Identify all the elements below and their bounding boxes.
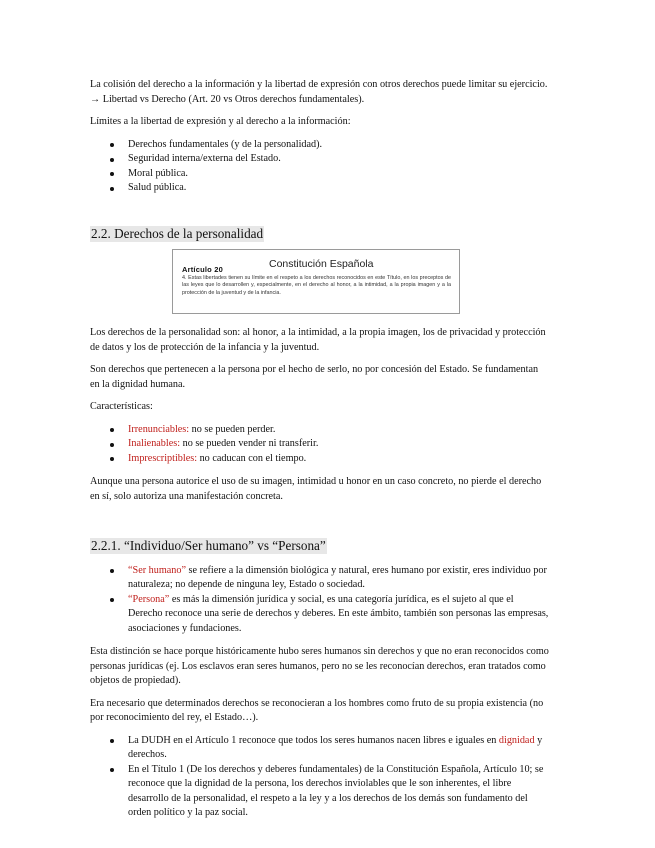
characteristic-term: Irrenunciables: bbox=[128, 423, 190, 435]
list-item: Inalienables: no se pueden vender ni transferir. bbox=[128, 437, 550, 452]
section-heading-2-2-1: 2.2.1. “Individuo/Ser humano” vs “Persona” bbox=[91, 538, 326, 553]
list-item: La DUDH en el Artículo 1 reconoce que todos los seres humanos nacen libres e iguales en dignidad y derechos. bbox=[128, 734, 550, 763]
limits-list bbox=[90, 138, 550, 196]
human-vs-person-list bbox=[90, 564, 550, 637]
personality-rights-paragraph: Los derechos de la personalidad son: al honor, a la intimidad, a la propia imagen, los de privacidad y protección de datos y los de protección de la infancia y la juventud. bbox=[90, 327, 546, 353]
characteristics-label: Características: bbox=[90, 401, 153, 412]
limits-intro: Límites a la libertad de expresión y al derecho a la información: bbox=[90, 116, 351, 127]
section-heading-2-2: 2.2. Derechos de la personalidad bbox=[91, 225, 264, 241]
definition-term: “Persona” bbox=[128, 593, 170, 605]
constitution-title: Constitución Española bbox=[269, 258, 374, 270]
list-item: Seguridad interna/externa del Estado. bbox=[128, 152, 550, 167]
document-content bbox=[90, 78, 550, 830]
distinction-paragraph: Esta distinción se hace porque históricamente hubo seres humanos sin derechos y que no eran reconocidos como personas jurídicas (ej. Los esclavos eran seres humanos, pero no se les reconocían derechos, eran tratados como objetos de propiedad). bbox=[90, 646, 549, 686]
article-label: Artículo 20 bbox=[182, 265, 223, 274]
definition-term: “Ser humano” bbox=[128, 564, 186, 576]
list-item: Irrenunciables: no se pueden perder. bbox=[128, 423, 550, 438]
list-item: “Ser humano” se refiere a la dimensión biológica y natural, eres humano por existir, eres individuo por naturaleza; no depende de ninguna ley, Estado o sociedad. bbox=[128, 564, 550, 593]
list-item: “Persona” es más la dimensión jurídica y social, es una categoría jurídica, es el sujeto al que el Derecho reconoce una serie de derechos y deberes. En este ámbito, también son personas las empresas, asociaciones y fundaciones. bbox=[128, 593, 550, 637]
constitution-excerpt bbox=[172, 249, 460, 314]
characteristics-list bbox=[90, 423, 550, 467]
legal-sources-list bbox=[90, 734, 550, 821]
recognition-paragraph: Era necesario que determinados derechos se reconocieran a los hombres como fruto de su propia existencia (no por reconocimiento del rey, el Estado…). bbox=[90, 697, 544, 723]
article-text: 4. Estas libertades tienen su límite en el respeto a los derechos reconocidos en este Título, en los preceptos de las leyes que lo desarrollen y, especialmente, en el derecho al honor, a la intimidad, a la propia imagen y a la protección de la juventud y de la infancia. bbox=[182, 275, 451, 296]
dignity-term: dignidad bbox=[498, 734, 535, 746]
list-item: Derechos fundamentales (y de la personalidad). bbox=[128, 138, 550, 153]
list-item: En el Título 1 (De los derechos y deberes fundamentales) de la Constitución Española, Artículo 10; se reconoce que la dignidad de la persona, los derechos inviolables que le son inherentes, el libre desarrollo de la personalidad, el respeto a la ley y a los derechos de los demás son fundamento del orden político y la paz social. bbox=[128, 763, 550, 821]
characteristic-term: Imprescriptibles: bbox=[128, 452, 198, 464]
characteristic-term: Inalienables: bbox=[128, 438, 181, 449]
rights-origin-paragraph: Son derechos que pertenecen a la persona por el hecho de serlo, no por concesión del Estado. Se fundamentan en la dignidad humana. bbox=[90, 364, 539, 390]
intro-paragraph: La colisión del derecho a la información y la libertad de expresión con otros derechos puede limitar su ejercicio. → Libertad vs Derecho (Art. 20 vs Otros derechos fundamentales). bbox=[90, 79, 548, 105]
list-item: Imprescriptibles: no caducan con el tiempo. bbox=[128, 452, 550, 467]
list-item: Salud pública. bbox=[128, 181, 550, 196]
list-item: Moral pública. bbox=[128, 167, 550, 182]
authorization-paragraph: Aunque una persona autorice el uso de su imagen, intimidad u honor en un caso concreto, no pierde el derecho en sí, solo autoriza una manifestación concreta. bbox=[90, 476, 542, 502]
